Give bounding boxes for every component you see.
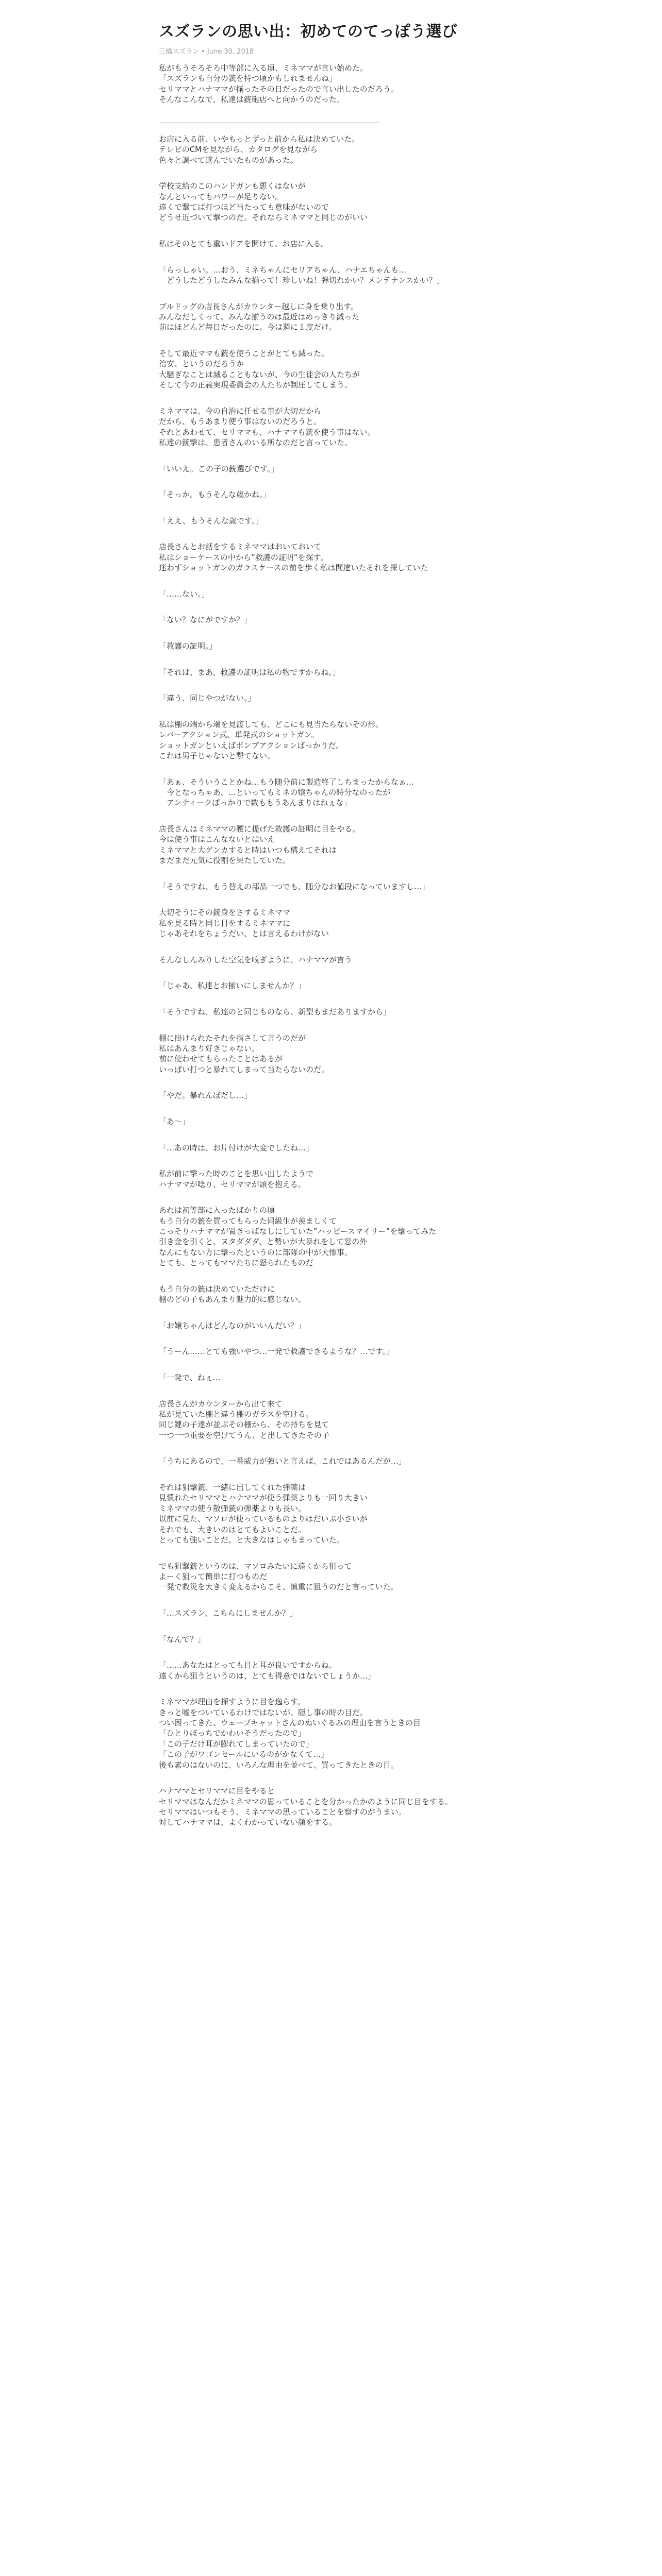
paragraph-line: 私達の銃撃は、患者さんのいる所なのだと言っていた。 (159, 438, 353, 447)
paragraph-line: ミネママが理由を探すように目を逸らす。 (159, 1697, 305, 1707)
paragraph-line: 棚に掛けられたそれを指さして言うのだが (159, 1033, 306, 1043)
paragraph-line: こっそりハナママが置きっぱなしにしていた”ハッピースマイリー”を撃ってみた (159, 1227, 437, 1236)
paragraph-line: ミネママと大ゲンカすると時はいつも構えてそれは (159, 845, 337, 855)
paragraph-line: 私はショーケースの中から”救護の証明”を探す。 (159, 552, 328, 562)
paragraph-line: 「この子がワゴンセールにいるのがかなくて…」 (159, 1750, 329, 1759)
paragraph-line: 「そうですね、私達のと同じものなら、新型もまだありますから」 (159, 1007, 391, 1016)
paragraph-line: セリママはいつもそう、ミネママの思っていることを察すのがうまい。 (159, 1807, 406, 1817)
paragraph-line: 「らっしゃい。…おう、ミネちゃんにセリアちゃん、ハナエちゃんも… (159, 265, 407, 275)
paragraph-line: でも狙撃銃というのは、マソロみたいに遠くから狙って (159, 1561, 352, 1571)
paragraph-line: 私を見る時と同じ目をするミネママに (159, 918, 291, 928)
paragraph-line: 一つ一つ重要を空けてうん、と出してきたその子 (159, 1430, 329, 1440)
paragraph-line: セリママはなんだかミネママの思っていることを分かったかのように同じ目をする。 (159, 1797, 453, 1806)
paragraph-line: 一発で救災を大きく変えるからこそ、慎重に狙うのだと言っていた。 (159, 1582, 399, 1592)
paragraph-line: お店に入る前、いやもっとずっと前から私は決めていた。 (159, 134, 360, 144)
paragraph-line: セリママとハナママが揃ったその日だったので言い出したのだろう。 (159, 84, 399, 94)
paragraph-line: どうせ近づいて撃つのだ。それならミネママと同じのがいい (159, 213, 368, 223)
paragraph-line: 大騒ぎなことは滅ることもないが、今の生徒会の人たちが (159, 369, 360, 379)
paragraph-line: よーく狙って簡単に打つものだ (159, 1572, 268, 1581)
paragraph-line: レバーアクション式、単発式のショットガン。 (159, 730, 319, 740)
paragraph-line: 「救護の証明。」 (159, 641, 217, 651)
paragraph-line: 「お嬢ちゃんはどんなのがいいんだい？」 (159, 1320, 306, 1330)
paragraph-line: だから、もうあまり使う事はないのだろうと。 (159, 417, 322, 427)
paragraph-line: 今は使う事はこんなないとはいえ (159, 835, 275, 844)
paragraph-line: 「スズランも自分の銃を持つ頃かもしれませんね」 (159, 74, 337, 83)
paragraph-line: 以前に見た、マソロが使っているものよりはだいぶ小さいが (159, 1514, 368, 1524)
paragraph-line: 私はあんまり好きじゃない。 (159, 1044, 260, 1053)
article-body (159, 63, 505, 1843)
paragraph-line: 大切そうにその銃身をさするミネママ (159, 908, 291, 918)
paragraph-line: 棚のどの子もあんまり魅力的に感じない。 (159, 1295, 306, 1304)
article (159, 21, 505, 1843)
paragraph-line: つい困ってきた、ウェーブキャットさんのぬいぐるみの理由を言うときの目 (159, 1718, 421, 1727)
paragraph-line: 「あぁ、そういうことかね…もう随分前に製造終了しちまったからなぁ… (159, 777, 414, 787)
paragraph-line: そして今の正義実現委員会の人たちが制圧してしまう。 (159, 380, 353, 390)
paragraph-line: それとあわせて、セリママも、ハナママも銃を使う事はない。 (159, 427, 375, 437)
paragraph-line: なんといってもパワーが足りない。 (159, 192, 283, 201)
paragraph-line: 「ない？なにがですか？」 (159, 615, 252, 625)
paragraph-line: ミネママは、今の自治に任せる事が大切だから (159, 406, 322, 416)
paragraph-line: それでも、大きいのはとてもよいことだ。 (159, 1524, 306, 1534)
paragraph-line: 色々と調べて選んでいたものがあった。 (159, 155, 298, 165)
paragraph-line: 後も素のはないのに、いろんな理由を並べて、買ってきたときの目。 (159, 1760, 399, 1770)
paragraph-line: これは男子じゃないと撃てない。 (159, 751, 275, 760)
paragraph-line: ハナママが唸り、セリママが頭を抱える。 (159, 1179, 306, 1189)
paragraph-line: 引き金を引くと、ヌタダダダ、と勢いが大暴れをして窓の外 (159, 1237, 368, 1247)
article-title: スズランの思い出：初めてのてっぽう選び (159, 23, 458, 41)
paragraph-line: 「いいえ。この子の銃選びです。」 (159, 464, 279, 473)
paragraph-line: 「……あなたはとっても目と耳が良いですからね。 (159, 1660, 337, 1670)
paragraph-line: どうしたどうしたみんな揃って！珍しいね！弾切れかい？メンテナンスかい？」 (159, 276, 444, 285)
paragraph-line: 「じゃあ、私達とお揃いにしませんか？」 (159, 981, 306, 991)
paragraph-line: それは狙撃銃、一緒に出してくれた弾薬は (159, 1483, 306, 1492)
paragraph-line: 店長さんがカウンターから出て来て (159, 1399, 283, 1409)
paragraph-line: 学校支給のこのハンドガンも悪くはないが (159, 181, 306, 191)
paragraph-line: 私が前に撃った時のことを思い出したようで (159, 1169, 314, 1179)
paragraph-line: じゃあそれをちょうだい、とは言えるわけがない (159, 929, 329, 939)
paragraph-line: ハナママとセリママに目をやると (159, 1786, 275, 1796)
paragraph-line: 「そうですね、もう替えの部品一つでも、随分なお値段になっていますし…」 (159, 882, 430, 891)
paragraph-line: 「ええ、もうそんな歳です。」 (159, 516, 263, 526)
paragraph-line: 「一発で、ねぇ…」 (159, 1373, 228, 1382)
paragraph-line: 「ひとりぼっちでかわいそうだったので」 (159, 1728, 306, 1738)
paragraph-line: 同じ鍵の子達が並ぶその棚から、その持ちを見て (159, 1420, 329, 1430)
paragraph-line: ミネママの使う散弾銃の弾薬よりも長い。 (159, 1503, 306, 1513)
paragraph-line: 私が見ていた棚と違う棚のガラスを空ける。 (159, 1410, 313, 1419)
paragraph-line: 「うちにあるので、一番威力が強いと言えば、これではあるんだが…」 (159, 1456, 406, 1466)
paragraph-line: 前はほどんど毎日だったのに。今は週に１度だけ。 (159, 323, 337, 332)
paragraph-line: 店長さんはミネママの腰に提げた救護の証明に目をやる。 (159, 824, 360, 834)
paragraph-line: 「……ない。」 (159, 589, 209, 599)
paragraph-line: 私はそのとても重いドアを開けて、お店に入る。 (159, 239, 329, 248)
paragraph-line: 「それは、まあ、救護の証明は私の物ですからね。」 (159, 667, 340, 677)
paragraph-line: もう自分の銃は決めていただけに (159, 1284, 275, 1294)
paragraph-line: 「そっか。もうそんな歳かね。」 (159, 490, 271, 500)
paragraph-line: みんなだしくって、みんな揃うのは最近はめっきり減った (159, 312, 360, 321)
paragraph-line: 前に使わせてもらったことはあるが (159, 1054, 283, 1064)
paragraph-line: なんにもない方に撃ったというのに部隊の中が大惨事。 (159, 1247, 353, 1257)
paragraph-line: いっぱい打つと暴れてしまって当たらないのだ。 (159, 1064, 329, 1074)
paragraph-line: 対してハナママは、よくわかっていない顔をする。 (159, 1818, 337, 1827)
paragraph-line: とっても強いことだ。と大きなはしゃもまっていた。 (159, 1535, 344, 1545)
paragraph-line: そんなしんみりした空気を嗅ぎように、ハナママが言う (159, 955, 353, 964)
paragraph-line: あれは初等部に入ったばかりの頃 (159, 1206, 275, 1215)
paragraph-line: 「なんで？」 (159, 1634, 206, 1644)
paragraph-line: もう自分の銃を買ってもらった同級生が羨ましくて (159, 1216, 337, 1226)
paragraph-line: そして最近ママも銃を使うことがとても減った。 (159, 349, 329, 358)
paragraph-line: 遠くで撃てば打つほど当たっても意味がないので (159, 202, 329, 212)
paragraph-line: テレビのCMを見ながら、カタログを見ながら (159, 145, 318, 155)
paragraph-line: 「うーん……とても強いやつ…一発で救護できるような？…です。」 (159, 1347, 394, 1357)
paragraph-line: アンティークぽっかりで数ももうあんまりはねぇな」 (159, 798, 352, 808)
paragraph-line: そんなこんなで、私達は銃砲店へと向かうのだった。 (159, 95, 344, 105)
paragraph-line: 見慣れたセリママとハナママが使う弾薬よりも一回り大きい (159, 1493, 368, 1503)
paragraph-line: 「違う、同じやつがない。」 (159, 693, 256, 703)
paragraph-line: 店長さんとお話をするミネママはおいておいて (159, 542, 322, 552)
paragraph-line: ブルドッグの店長さんがカウンター越しに身を乗り出す。 (159, 301, 359, 311)
paragraph-line: まだまだ元気に役割を果たしていた。 (159, 856, 291, 866)
paragraph-line: 「…あの時は、お片付けが大変でしたね…」 (159, 1143, 314, 1153)
article-meta: 三橋スズラン • June 30, 2018 (159, 48, 254, 56)
paragraph-line: 「あ～」 (159, 1117, 190, 1126)
paragraph-line: 私は棚の端から端を見渡しても、どこにも見当たらないその形。 (159, 719, 384, 729)
paragraph-line: 「…スズラン、こちらにしませんか？」 (159, 1608, 297, 1618)
paragraph-line: 遠くから狙うというのは、とても得意ではないでしょうか…」 (159, 1671, 376, 1681)
paragraph-line: 私がもうそろそろ中等部に入る頃、ミネママが言い始めた。 (159, 63, 368, 73)
paragraph-line: ショットガンといえばポンプアクションばっかりだ。 (159, 740, 344, 750)
paragraph-line: 今となっちゃあ、…といってもミネの嬢ちゃんの時分なのったが (159, 788, 391, 797)
paragraph-line: きっと嘘をついているわけではないが、隠し事の時の目だ。 (159, 1707, 368, 1717)
paragraph-line: 「やだ。暴れんぼだし…」 (159, 1091, 252, 1100)
paragraph-line: とても、とってもママたちに怒られたものだ (159, 1258, 313, 1268)
paragraph-line: 「この子だけ耳が膨れてしまっていたので」 (159, 1739, 314, 1749)
paragraph-line: 迷わずショットガンのガラスケースの前を歩く私は間違いたそれを探していた (159, 563, 428, 573)
paragraph-line: 治安、というのだろうか (159, 359, 244, 369)
